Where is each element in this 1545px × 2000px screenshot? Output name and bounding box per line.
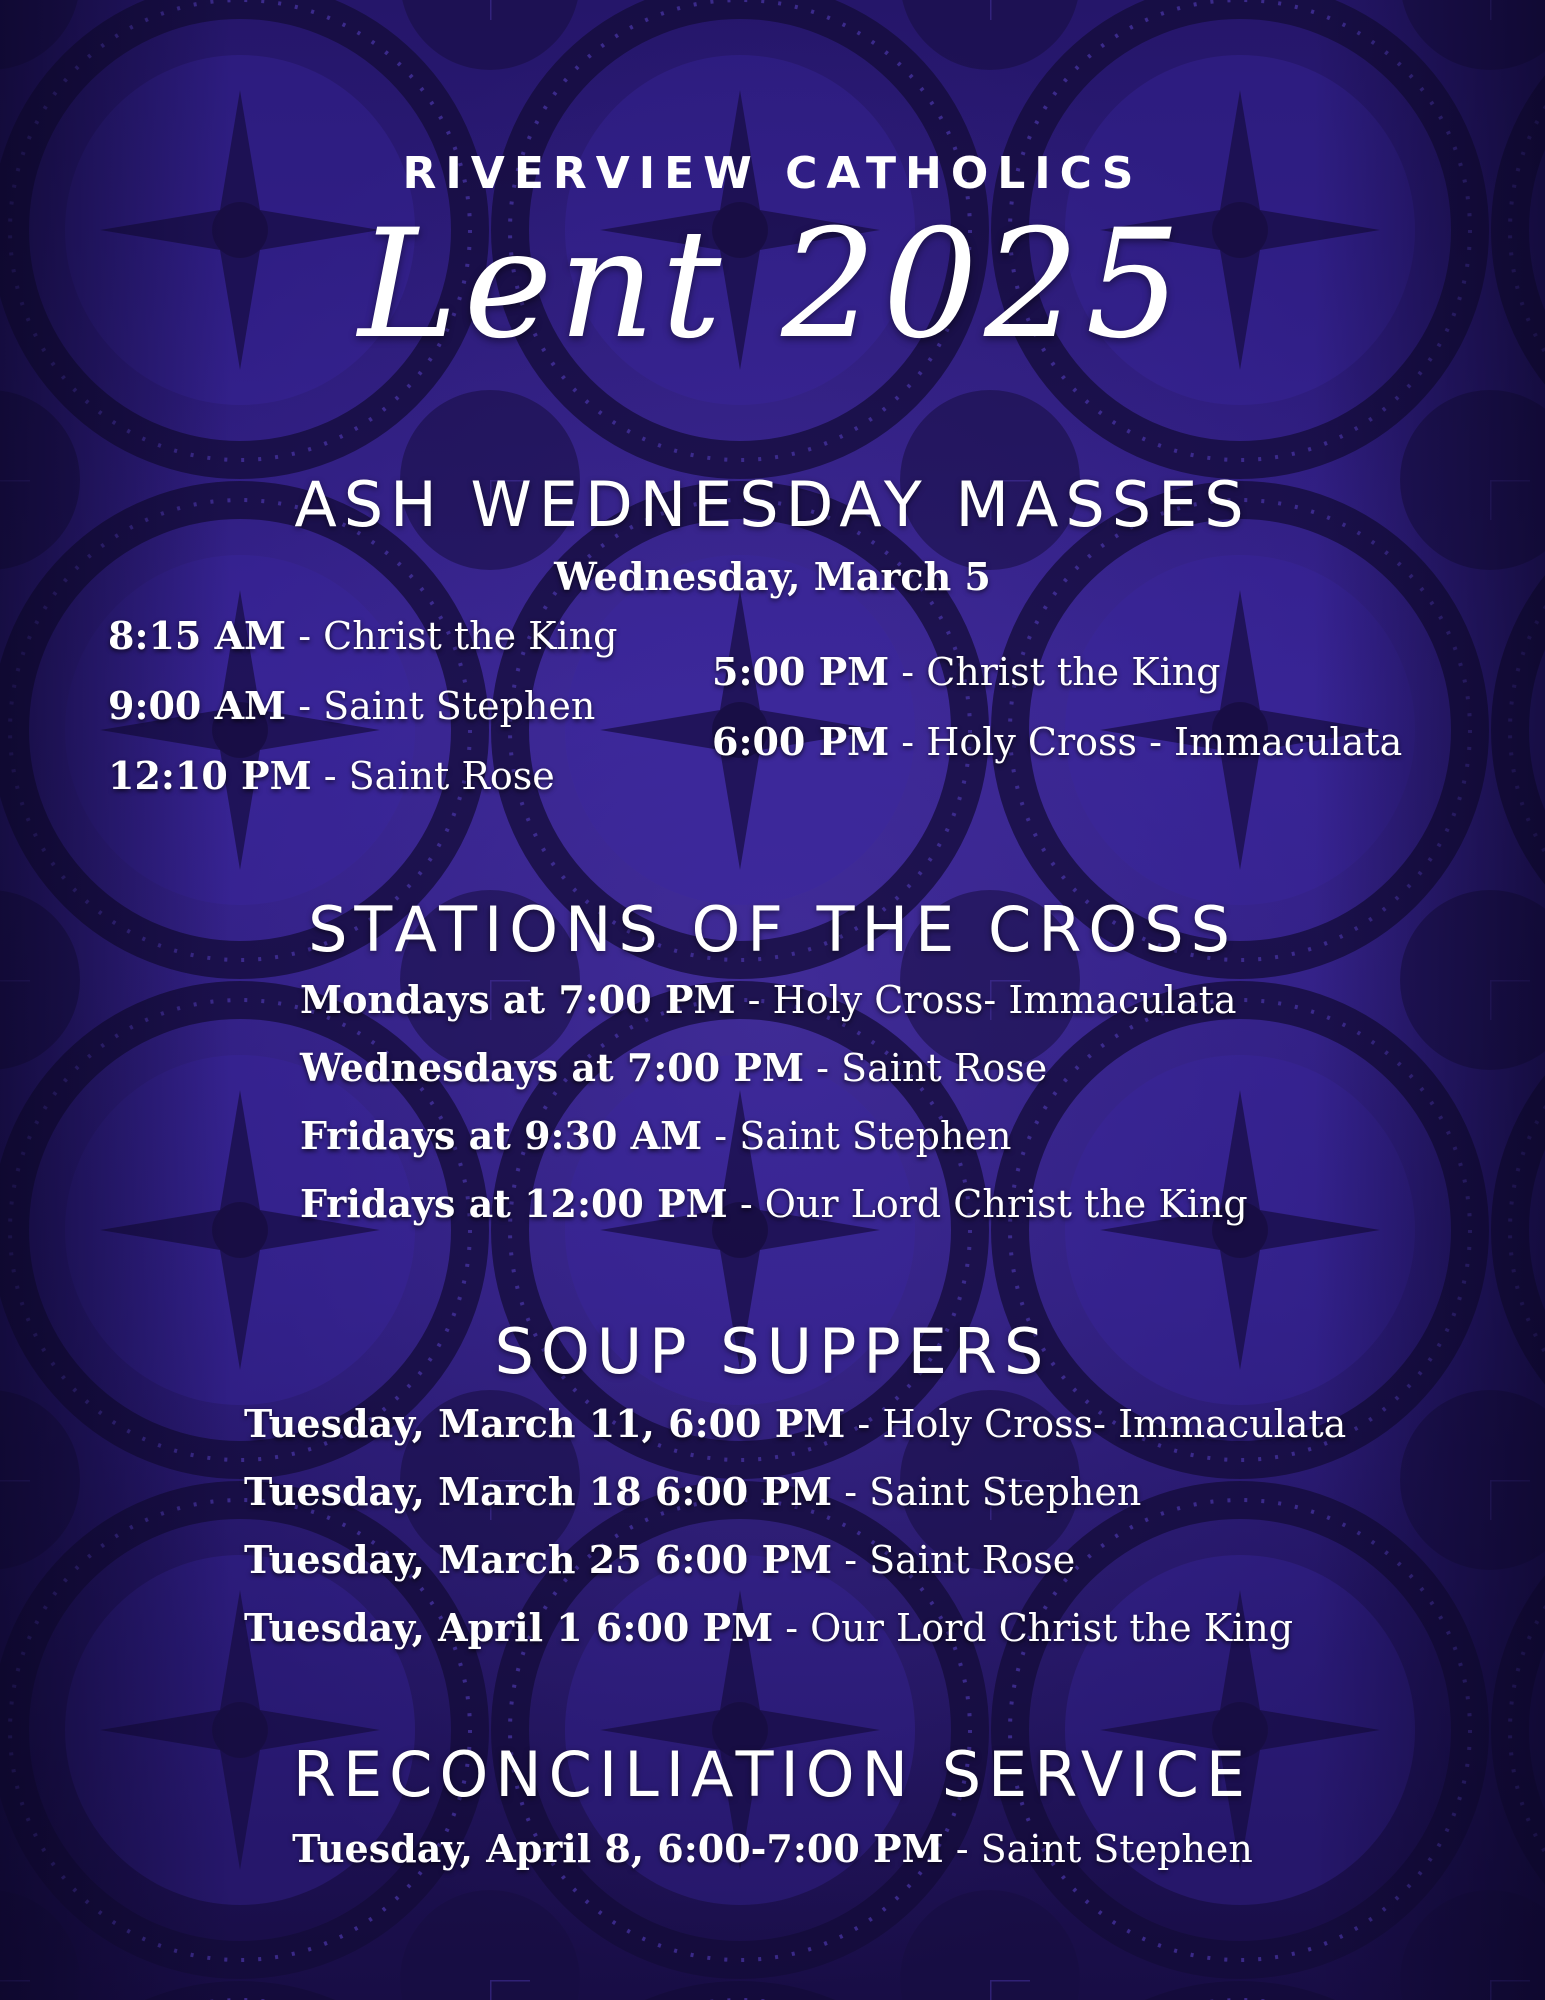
mass-item: 9:00 AM - Saint Stephen (108, 683, 596, 728)
reconciliation-item: Tuesday, April 8, 6:00-7:00 PM - Saint Stephen (292, 1826, 1253, 1871)
mass-item: 8:15 AM - Christ the King (108, 613, 618, 658)
parish-name: RIVERVIEW CATHOLICS (402, 148, 1143, 199)
stations-heading: STATIONS OF THE CROSS (308, 893, 1237, 966)
stations-item: Wednesdays at 7:00 PM - Saint Rose (300, 1045, 1048, 1090)
mass-item: 6:00 PM - Holy Cross - Immaculata (712, 719, 1403, 764)
soup-supper-item: Tuesday, March 11, 6:00 PM - Holy Cross- Immaculata (244, 1401, 1347, 1446)
soup-supper-item: Tuesday, March 25 6:00 PM - Saint Rose (244, 1537, 1076, 1582)
stations-item: Mondays at 7:00 PM - Holy Cross- Immaculata (300, 977, 1237, 1022)
stations-item: Fridays at 12:00 PM - Our Lord Christ the King (300, 1181, 1248, 1226)
ash-wednesday-date: Wednesday, March 5 (554, 554, 991, 599)
reconciliation-heading: RECONCILIATION SERVICE (292, 1738, 1253, 1811)
page-title: Lent 2025 (358, 198, 1187, 372)
soup-supper-item: Tuesday, March 18 6:00 PM - Saint Stephen (244, 1469, 1142, 1514)
mass-item: 5:00 PM - Christ the King (712, 649, 1221, 694)
mass-item: 12:10 PM - Saint Rose (108, 753, 555, 798)
ash-wednesday-heading: ASH WEDNESDAY MASSES (294, 468, 1251, 541)
soup-suppers-heading: SOUP SUPPERS (494, 1315, 1051, 1388)
soup-supper-item: Tuesday, April 1 6:00 PM - Our Lord Christ the King (244, 1605, 1294, 1650)
stations-item: Fridays at 9:30 AM - Saint Stephen (300, 1113, 1012, 1158)
